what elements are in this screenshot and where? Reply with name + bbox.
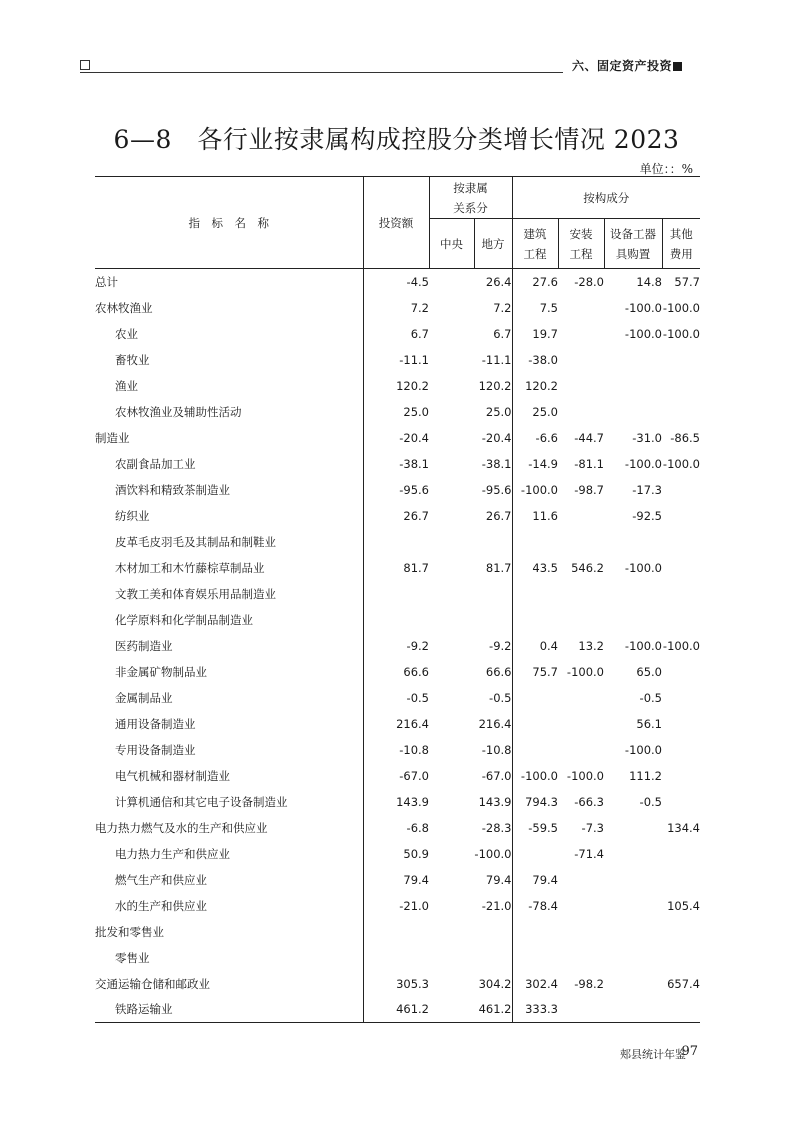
cell-local: -67.0 xyxy=(481,768,512,783)
cell-invest: 305.3 xyxy=(363,971,429,997)
cell-local: -11.1 xyxy=(481,352,512,367)
section-heading xyxy=(572,57,682,74)
cell-installation xyxy=(558,893,604,919)
table-row xyxy=(95,711,700,737)
cell-central xyxy=(429,659,474,685)
cell-equipment xyxy=(604,815,662,841)
table-row xyxy=(95,945,700,971)
cell-equipment: -17.3 xyxy=(632,482,662,497)
cell-central xyxy=(429,555,474,581)
cell-equipment xyxy=(604,529,662,555)
cell-building: -100.0 xyxy=(512,477,558,503)
cell-central xyxy=(429,763,474,789)
cell-installation xyxy=(558,997,604,1023)
table-row xyxy=(95,893,700,919)
cell-local: 120.2 xyxy=(478,378,512,393)
cell-building: -38.0 xyxy=(512,347,558,373)
cell-local: 26.7 xyxy=(485,508,512,523)
cell-indicator-name: 农林牧渔业及辅助性活动 xyxy=(115,404,242,419)
cell-building: 0.4 xyxy=(512,633,558,659)
cell-equipment: -100.0 xyxy=(624,638,662,653)
cell-other xyxy=(662,867,700,893)
cell-indicator-name: 化学原料和化学制品制造业 xyxy=(115,612,253,627)
cell-equipment: -100.0 xyxy=(624,742,662,757)
cell-central xyxy=(429,607,474,633)
cell-equipment xyxy=(604,893,662,919)
col-header-name: 指 标 名 称 xyxy=(188,215,269,230)
cell-installation: -66.3 xyxy=(574,794,604,809)
cell-other xyxy=(662,659,700,685)
table-row xyxy=(95,659,700,685)
col-header-local: 地方 xyxy=(474,219,512,269)
data-table xyxy=(95,176,700,1023)
col-header-composition: 按构成分 xyxy=(512,177,700,219)
cell-invest: 143.9 xyxy=(363,789,429,815)
col-header-other-line2: 费用 xyxy=(669,246,693,261)
col-header-installation-line2: 工程 xyxy=(569,246,593,261)
cell-equipment: -100.0 xyxy=(624,326,662,341)
cell-building xyxy=(512,841,558,867)
cell-installation: 546.2 xyxy=(571,560,604,575)
cell-installation xyxy=(558,919,604,945)
cell-building: -59.5 xyxy=(512,815,558,841)
cell-local xyxy=(474,529,512,555)
cell-invest: 66.6 xyxy=(363,659,429,685)
cell-other xyxy=(662,529,700,555)
cell-local xyxy=(474,919,512,945)
cell-indicator-name: 非金属矿物制品业 xyxy=(115,664,207,679)
cell-local: 461.2 xyxy=(478,1002,512,1017)
table-row xyxy=(95,295,700,321)
cell-central xyxy=(429,893,474,919)
cell-other xyxy=(662,737,700,763)
cell-equipment: 111.2 xyxy=(629,768,662,783)
cell-building: 43.5 xyxy=(512,555,558,581)
cell-building xyxy=(512,711,558,737)
cell-other: 657.4 xyxy=(667,976,700,991)
cell-other xyxy=(662,997,700,1023)
cell-installation xyxy=(558,945,604,971)
col-header-invest: 投资额 xyxy=(363,177,429,269)
cell-installation: -100.0 xyxy=(566,664,604,679)
table-row xyxy=(95,555,700,581)
cell-equipment xyxy=(604,581,662,607)
table-row xyxy=(95,581,700,607)
cell-installation xyxy=(558,581,604,607)
cell-invest: 79.4 xyxy=(363,867,429,893)
cell-invest: -10.8 xyxy=(363,737,429,763)
cell-local: 79.4 xyxy=(485,872,512,887)
cell-building: 27.6 xyxy=(512,269,558,295)
cell-equipment xyxy=(604,945,662,971)
col-header-installation xyxy=(558,219,604,269)
cell-central xyxy=(429,581,474,607)
cell-indicator-name: 专用设备制造业 xyxy=(115,742,196,757)
page-title: 6—8 各行业按隶属构成控股分类增长情况 2023 xyxy=(113,125,680,154)
cell-building xyxy=(512,737,558,763)
table-row xyxy=(95,321,700,347)
cell-invest: -38.1 xyxy=(363,451,429,477)
table-row xyxy=(95,919,700,945)
cell-other: -100.0 xyxy=(662,456,700,471)
cell-other: -100.0 xyxy=(662,638,700,653)
cell-equipment: 14.8 xyxy=(636,274,662,289)
cell-equipment: 65.0 xyxy=(636,664,662,679)
cell-equipment: -100.0 xyxy=(624,560,662,575)
cell-building: 11.6 xyxy=(512,503,558,529)
cell-other xyxy=(662,503,700,529)
cell-local: 216.4 xyxy=(478,716,512,731)
table-row xyxy=(95,867,700,893)
cell-central xyxy=(429,867,474,893)
col-header-equipment-line1: 设备工器 xyxy=(610,226,656,241)
cell-invest xyxy=(363,529,429,555)
table-row xyxy=(95,997,700,1023)
cell-central xyxy=(429,295,474,321)
cell-building xyxy=(512,529,558,555)
table-body xyxy=(95,269,700,1023)
cell-local: -0.5 xyxy=(489,690,512,705)
cell-installation xyxy=(558,295,604,321)
cell-equipment: -0.5 xyxy=(639,794,662,809)
cell-other: 57.7 xyxy=(674,274,700,289)
cell-central xyxy=(429,503,474,529)
cell-installation xyxy=(558,737,604,763)
cell-installation xyxy=(558,529,604,555)
cell-other xyxy=(662,399,700,425)
table-row xyxy=(95,815,700,841)
cell-equipment xyxy=(604,399,662,425)
cell-indicator-name: 燃气生产和供应业 xyxy=(115,872,207,887)
cell-other xyxy=(662,477,700,503)
cell-invest: -11.1 xyxy=(363,347,429,373)
cell-installation xyxy=(558,321,604,347)
cell-local: 66.6 xyxy=(485,664,512,679)
cell-building xyxy=(512,685,558,711)
table-row xyxy=(95,789,700,815)
col-header-affiliation-line1: 按隶属 xyxy=(453,180,488,195)
page-number: 97 xyxy=(681,1044,698,1059)
unit-label: 单位：：% xyxy=(639,162,693,176)
table-row xyxy=(95,269,700,295)
cell-installation xyxy=(558,503,604,529)
cell-building: 19.7 xyxy=(512,321,558,347)
cell-indicator-name: 金属制品业 xyxy=(115,690,173,705)
cell-equipment: 56.1 xyxy=(636,716,662,731)
cell-building: 75.7 xyxy=(512,659,558,685)
cell-building: 302.4 xyxy=(512,971,558,997)
cell-building: -78.4 xyxy=(512,893,558,919)
cell-equipment xyxy=(604,919,662,945)
cell-equipment: -100.0 xyxy=(624,300,662,315)
cell-invest: 120.2 xyxy=(363,373,429,399)
cell-invest: -20.4 xyxy=(363,425,429,451)
cell-building xyxy=(512,581,558,607)
cell-central xyxy=(429,529,474,555)
cell-invest: -9.2 xyxy=(363,633,429,659)
col-header-installation-line1: 安装 xyxy=(569,226,593,241)
cell-other: -100.0 xyxy=(662,300,700,315)
cell-central xyxy=(429,789,474,815)
cell-local: 81.7 xyxy=(485,560,512,575)
cell-other xyxy=(662,945,700,971)
cell-central xyxy=(429,945,474,971)
cell-local xyxy=(474,607,512,633)
cell-invest: 6.7 xyxy=(363,321,429,347)
cell-equipment xyxy=(604,347,662,373)
cell-central xyxy=(429,737,474,763)
cell-indicator-name: 电气机械和器材制造业 xyxy=(115,768,230,783)
col-header-affiliation-line2: 关系分 xyxy=(453,200,488,215)
cell-building xyxy=(512,919,558,945)
cell-installation xyxy=(558,373,604,399)
cell-central xyxy=(429,711,474,737)
cell-central xyxy=(429,815,474,841)
cell-indicator-name: 文教工美和体育娱乐用品制造业 xyxy=(115,586,276,601)
footer-book-title: 郏县统计年鉴 xyxy=(620,1048,686,1061)
cell-other: 105.4 xyxy=(667,898,700,913)
cell-other: -100.0 xyxy=(662,326,700,341)
cell-installation: -98.7 xyxy=(574,482,604,497)
cell-other: 134.4 xyxy=(667,820,700,835)
section-heading-text: 六、固定资产投资 xyxy=(572,59,673,73)
cell-indicator-name: 计算机通信和其它电子设备制造业 xyxy=(115,794,288,809)
cell-equipment xyxy=(604,971,662,997)
cell-other xyxy=(662,347,700,373)
cell-equipment xyxy=(604,607,662,633)
table-row xyxy=(95,399,700,425)
cell-central xyxy=(429,373,474,399)
cell-other xyxy=(662,373,700,399)
cell-other xyxy=(662,841,700,867)
cell-central xyxy=(429,919,474,945)
cell-central xyxy=(429,347,474,373)
cell-local: -95.6 xyxy=(481,482,512,497)
cell-invest: -6.8 xyxy=(363,815,429,841)
cell-other: -86.5 xyxy=(670,430,700,445)
col-header-building-line1: 建筑 xyxy=(523,226,547,241)
cell-other xyxy=(662,607,700,633)
section-marker-icon xyxy=(673,62,682,71)
cell-indicator-name: 通用设备制造业 xyxy=(115,716,196,731)
cell-indicator-name: 农林牧渔业 xyxy=(95,300,153,315)
col-header-equipment xyxy=(604,219,662,269)
cell-invest: 26.7 xyxy=(363,503,429,529)
cell-indicator-name: 酒饮料和精致茶制造业 xyxy=(115,482,230,497)
cell-equipment xyxy=(604,997,662,1023)
cell-indicator-name: 交通运输仓储和邮政业 xyxy=(95,976,210,991)
table-row xyxy=(95,373,700,399)
cell-central xyxy=(429,321,474,347)
cell-central xyxy=(429,633,474,659)
table-row xyxy=(95,971,700,997)
cell-equipment: -31.0 xyxy=(632,430,662,445)
cell-invest: -4.5 xyxy=(363,269,429,295)
cell-indicator-name: 铁路运输业 xyxy=(115,1002,173,1017)
cell-central xyxy=(429,451,474,477)
cell-local: 26.4 xyxy=(485,274,512,289)
cell-invest: -67.0 xyxy=(363,763,429,789)
cell-central xyxy=(429,997,474,1023)
cell-local: -20.4 xyxy=(481,430,512,445)
table-row xyxy=(95,685,700,711)
cell-installation xyxy=(558,711,604,737)
table-row xyxy=(95,347,700,373)
cell-installation xyxy=(558,685,604,711)
cell-indicator-name: 农副食品加工业 xyxy=(115,456,196,471)
cell-installation: -98.2 xyxy=(574,976,604,991)
cell-invest: 81.7 xyxy=(363,555,429,581)
cell-installation: -44.7 xyxy=(574,430,604,445)
cell-invest xyxy=(363,919,429,945)
cell-invest: -0.5 xyxy=(363,685,429,711)
cell-local: -28.3 xyxy=(481,820,512,835)
cell-local xyxy=(474,945,512,971)
cell-indicator-name: 畜牧业 xyxy=(115,352,150,367)
cell-central xyxy=(429,269,474,295)
cell-indicator-name: 制造业 xyxy=(95,430,130,445)
cell-other xyxy=(662,919,700,945)
cell-indicator-name: 批发和零售业 xyxy=(95,924,164,939)
cell-local: 143.9 xyxy=(478,794,512,809)
cell-local: 25.0 xyxy=(485,404,512,419)
cell-equipment xyxy=(604,867,662,893)
cell-installation xyxy=(558,399,604,425)
cell-building: 333.3 xyxy=(512,997,558,1023)
cell-installation xyxy=(558,607,604,633)
table-row xyxy=(95,477,700,503)
col-header-central: 中央 xyxy=(429,219,474,269)
col-header-building xyxy=(512,219,558,269)
table-row xyxy=(95,763,700,789)
col-header-other-line1: 其他 xyxy=(669,226,693,241)
table-row xyxy=(95,451,700,477)
cell-invest: 25.0 xyxy=(363,399,429,425)
cell-central xyxy=(429,841,474,867)
table-row xyxy=(95,737,700,763)
cell-equipment: -0.5 xyxy=(639,690,662,705)
table-row xyxy=(95,633,700,659)
cell-other xyxy=(662,581,700,607)
cell-installation: -100.0 xyxy=(566,768,604,783)
cell-building: 25.0 xyxy=(512,399,558,425)
cell-indicator-name: 医药制造业 xyxy=(115,638,173,653)
cell-other xyxy=(662,555,700,581)
col-header-building-line2: 工程 xyxy=(523,246,547,261)
cell-building: 79.4 xyxy=(512,867,558,893)
cell-indicator-name: 总计 xyxy=(95,274,118,289)
cell-installation xyxy=(558,347,604,373)
cell-invest xyxy=(363,581,429,607)
cell-indicator-name: 木材加工和木竹藤棕草制品业 xyxy=(115,560,265,575)
col-header-other xyxy=(662,219,700,269)
cell-building: -14.9 xyxy=(512,451,558,477)
cell-indicator-name: 零售业 xyxy=(115,950,150,965)
cell-building xyxy=(512,945,558,971)
cell-indicator-name: 渔业 xyxy=(115,378,138,393)
cell-invest: 461.2 xyxy=(363,997,429,1023)
header-square-outline xyxy=(80,60,90,70)
cell-indicator-name: 电力热力燃气及水的生产和供应业 xyxy=(95,820,268,835)
cell-other xyxy=(662,685,700,711)
cell-building xyxy=(512,607,558,633)
cell-indicator-name: 水的生产和供应业 xyxy=(115,898,207,913)
cell-invest: -95.6 xyxy=(363,477,429,503)
cell-central xyxy=(429,685,474,711)
table-row xyxy=(95,503,700,529)
cell-local: -100.0 xyxy=(474,846,512,861)
cell-installation xyxy=(558,867,604,893)
cell-other xyxy=(662,763,700,789)
cell-installation: -71.4 xyxy=(574,846,604,861)
cell-local: -38.1 xyxy=(481,456,512,471)
table-row xyxy=(95,425,700,451)
cell-invest: 216.4 xyxy=(363,711,429,737)
cell-central xyxy=(429,425,474,451)
cell-indicator-name: 皮革毛皮羽毛及其制品和制鞋业 xyxy=(115,534,276,549)
cell-invest: 7.2 xyxy=(363,295,429,321)
table-row xyxy=(95,607,700,633)
cell-indicator-name: 农业 xyxy=(115,326,138,341)
cell-equipment xyxy=(604,373,662,399)
cell-local: 6.7 xyxy=(493,326,512,341)
cell-installation: 13.2 xyxy=(578,638,604,653)
table-row xyxy=(95,841,700,867)
cell-central xyxy=(429,399,474,425)
cell-local: 7.2 xyxy=(493,300,512,315)
cell-installation: -28.0 xyxy=(574,274,604,289)
cell-equipment xyxy=(604,841,662,867)
cell-indicator-name: 电力热力生产和供应业 xyxy=(115,846,230,861)
cell-local: 304.2 xyxy=(478,976,512,991)
cell-invest xyxy=(363,607,429,633)
cell-invest: 50.9 xyxy=(363,841,429,867)
cell-building: 7.5 xyxy=(512,295,558,321)
cell-equipment: -92.5 xyxy=(632,508,662,523)
cell-invest xyxy=(363,945,429,971)
cell-building: 120.2 xyxy=(512,373,558,399)
table-row xyxy=(95,529,700,555)
cell-installation: -81.1 xyxy=(574,456,604,471)
cell-building: -100.0 xyxy=(512,763,558,789)
cell-central xyxy=(429,971,474,997)
cell-local xyxy=(474,581,512,607)
col-header-equipment-line2: 具购置 xyxy=(615,246,651,261)
cell-central xyxy=(429,477,474,503)
cell-indicator-name: 纺织业 xyxy=(115,508,150,523)
cell-other xyxy=(662,711,700,737)
cell-invest: -21.0 xyxy=(363,893,429,919)
cell-local: -10.8 xyxy=(481,742,512,757)
col-header-affiliation xyxy=(429,177,512,219)
cell-equipment: -100.0 xyxy=(624,456,662,471)
cell-building: -6.6 xyxy=(512,425,558,451)
cell-local: -9.2 xyxy=(489,638,512,653)
header-rule xyxy=(80,72,563,73)
cell-building: 794.3 xyxy=(512,789,558,815)
cell-local: -21.0 xyxy=(481,898,512,913)
cell-other xyxy=(662,789,700,815)
cell-installation: -7.3 xyxy=(581,820,604,835)
